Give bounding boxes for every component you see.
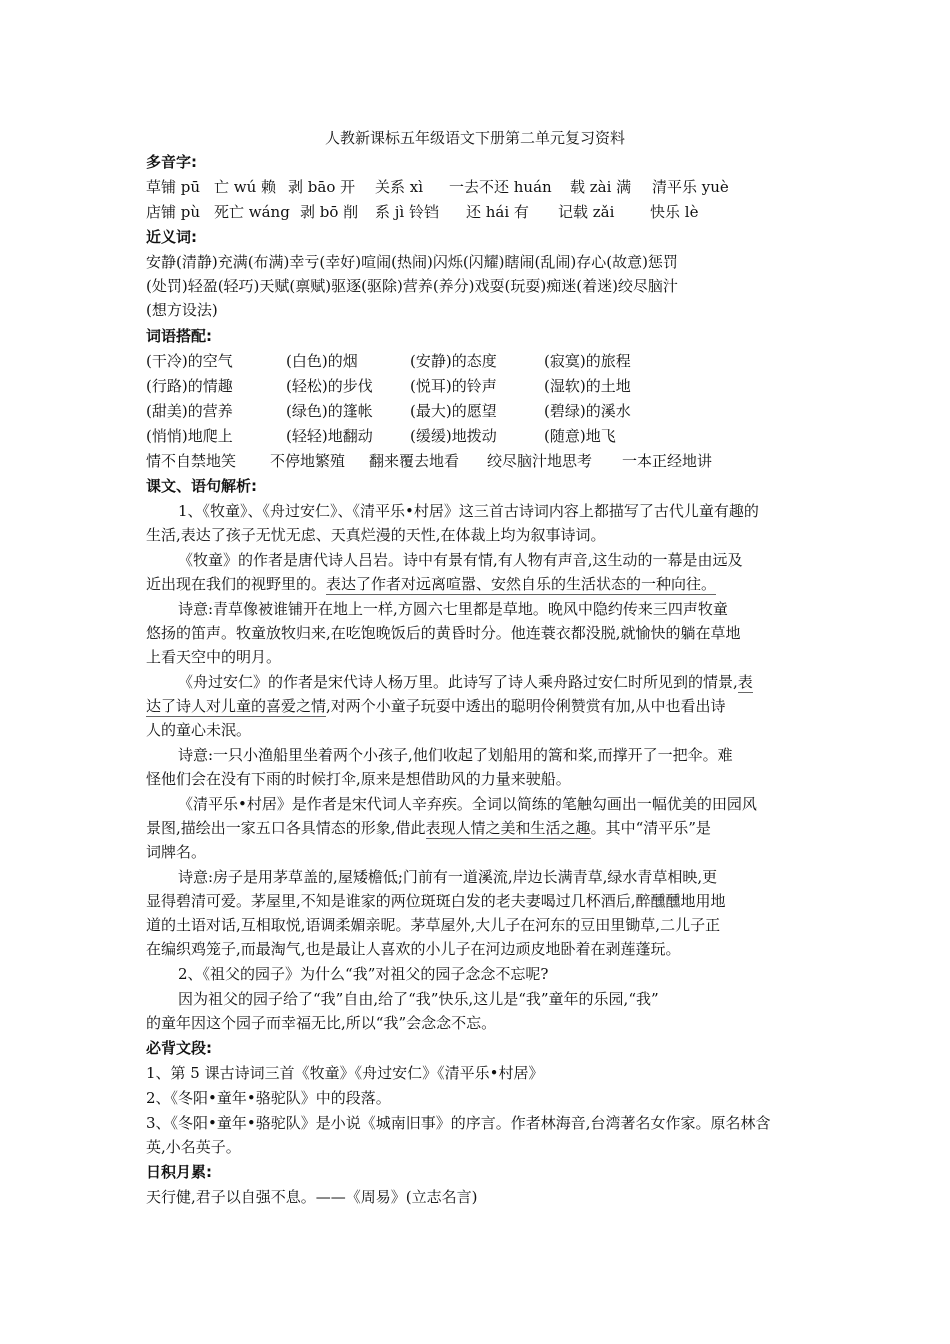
polyphone-item: 剥 bō 削 [300, 203, 359, 221]
recite-line: 英,小名英子。 [146, 1138, 241, 1156]
collocation-extra: 绞尽脑汁地思考 [487, 452, 593, 470]
polyphone-item: 店铺 pù [146, 203, 201, 221]
underlined-text: 表 [738, 673, 753, 693]
polyphone-item: 死亡 wáng [214, 203, 290, 221]
analysis-paragraph-line [146, 817, 816, 839]
collocation-item: (绿色)的篷帐 [286, 402, 373, 420]
analysis-paragraph-line [146, 695, 816, 717]
analysis-paragraph-line: 因为祖父的园子给了“我”自由,给了“我”快乐,这儿是“我”童年的乐园,“我” [178, 990, 659, 1008]
collocation-extra: 一本正经地讲 [622, 452, 713, 470]
analysis-paragraph-line: 道的土语对话,互相取悦,语调柔媚亲昵。茅草屋外,大儿子在河东的豆田里锄草,二儿子正 [146, 916, 721, 934]
analysis-paragraph-line: 诗意:房子是用茅草盖的,屋矮檐低;门前有一道溪流,岸边长满青草,绿水青草相映,更 [178, 868, 718, 886]
collocation-item: (缓缓)地拨动 [410, 427, 497, 445]
collocation-extra: 情不自禁地笑 [146, 452, 237, 470]
collocation-item: (白色)的烟 [286, 352, 358, 370]
text-run: 。其中“清平乐”是 [590, 819, 711, 837]
underlined-text: 达了诗人对儿童的喜爱之情 [146, 697, 326, 717]
daily-heading: 日积月累: [146, 1163, 212, 1181]
analysis-paragraph-line: 上看天空中的明月。 [146, 648, 282, 666]
analysis-paragraph-line: 在编织鸡笼子,而最淘气,也是最让人喜欢的小儿子在河边顽皮地卧着在剥莲蓬玩。 [146, 940, 681, 958]
analysis-paragraph-line [146, 573, 816, 595]
collocation-extra: 不停地繁殖 [270, 452, 346, 470]
collocation-item: (行路)的情趣 [146, 377, 233, 395]
analysis-paragraph-line: 《清平乐•村居》是作者是宋代词人辛弃疾。全词以简练的笔触勾画出一幅优美的田园风 [178, 795, 757, 813]
collocation-item: (随意)地飞 [544, 427, 616, 445]
collocation-item: (干冷)的空气 [146, 352, 233, 370]
recite-line: 1、第 5 课古诗词三首《牧童》《舟过安仁》《清平乐•村居》 [146, 1064, 544, 1082]
recite-heading: 必背文段: [146, 1039, 212, 1057]
text-run: 《舟过安仁》的作者是宋代诗人杨万里。此诗写了诗人乘舟路过安仁时所见到的情景, [178, 673, 738, 691]
polyphone-item: 系 jì 铃铛 [375, 203, 439, 221]
analysis-paragraph-line: 生活,表达了孩子无忧无虑、天真烂漫的天性,在体裁上均为叙事诗词。 [146, 526, 606, 544]
polyphone-item: 关系 xì [375, 178, 424, 196]
analysis-paragraph-line: 诗意:青草像被谁铺开在地上一样,方圆六七里都是草地。晚风中隐约传来三四声牧童 [178, 600, 728, 618]
collocation-item: (甜美)的营养 [146, 402, 233, 420]
collocation-item: (湿软)的土地 [544, 377, 631, 395]
synonyms-line: (处罚)轻盈(轻巧)天赋(禀赋)驱逐(驱除)营养(养分)戏耍(玩耍)痴迷(着迷)绞尽脑汁 [146, 277, 678, 295]
polyphone-item: 清平乐 yuè [652, 178, 729, 196]
text-run: 近出现在我们的视野里的。 [146, 575, 327, 593]
polyphone-item: 剥 bāo 开 [288, 178, 356, 196]
analysis-paragraph-line: 人的童心未泯。 [146, 721, 252, 739]
analysis-paragraph-line: 《牧童》的作者是唐代诗人吕岩。诗中有景有情,有人物有声音,这生动的一幕是由远及 [178, 551, 743, 569]
collocation-item: (悄悄)地爬上 [146, 427, 233, 445]
collocations-heading: 词语搭配: [146, 327, 212, 345]
text-run: 景图,描绘出一家五口各具情态的形象,借此 [146, 819, 426, 837]
analysis-paragraph-line: 显得碧清可爱。茅屋里,不知是谁家的两位斑斑白发的老夫妻喝过几杯酒后,醉醺醺地用地 [146, 892, 726, 910]
collocation-extra: 翻来覆去地看 [369, 452, 460, 470]
analysis-paragraph-line: 1、《牧童》、《舟过安仁》、《清平乐•村居》这三首古诗词内容上都描写了古代儿童有趣的 [178, 502, 759, 520]
page-title: 人教新课标五年级语文下册第二单元复习资料 [324, 129, 625, 147]
recite-line: 2、《冬阳•童年•骆驼队》中的段落。 [146, 1089, 391, 1107]
recite-line: 3、《冬阳•童年•骆驼队》是小说《城南旧事》的序言。作者林海音,台湾著名女作家。原名林含 [146, 1114, 771, 1132]
analysis-question: 2、《祖父的园子》为什么“我”对祖父的园子念念不忘呢? [178, 965, 549, 983]
synonyms-heading: 近义词: [146, 228, 197, 246]
text-run: ,对两个小童子玩耍中透出的聪明伶俐赞赏有加,从中也看出诗 [326, 697, 726, 715]
analysis-heading: 课文、语句解析: [146, 477, 257, 495]
collocation-item: (悦耳)的铃声 [410, 377, 497, 395]
analysis-paragraph-line: 词牌名。 [146, 843, 207, 861]
polyphone-item: 草铺 pū [146, 178, 201, 196]
analysis-paragraph-line: 悠扬的笛声。牧童放牧归来,在吃饱晚饭后的黄昏时分。他连蓑衣都没脱,就愉快的躺在草地 [146, 624, 741, 642]
underlined-text: 表达了作者对远离喧嚣、安然自乐的生活状态的一种向往。 [326, 575, 716, 595]
polyphone-item: 载 zài 满 [570, 178, 632, 196]
polyphone-item: 记载 zǎi [558, 203, 615, 221]
synonyms-line: (想方设法) [146, 301, 218, 319]
synonyms-line: 安静(清静)充满(布满)幸亏(幸好)喧闹(热闹)闪烁(闪耀)瞎闹(乱闹)存心(故意)惩罚 [146, 253, 678, 271]
underlined-text: 表现人情之美和生活之趣 [426, 819, 591, 839]
polyphone-item: 亡 wú 赖 [214, 178, 277, 196]
polyphone-item: 一去不还 huán [449, 178, 552, 196]
collocation-item: (安静)的态度 [410, 352, 497, 370]
analysis-paragraph-line [178, 671, 816, 693]
polyphone-item: 还 hái 有 [466, 203, 529, 221]
analysis-paragraph-line: 怪他们会在没有下雨的时候打伞,原来是想借助风的力量来驶船。 [146, 770, 571, 788]
collocation-item: (轻松)的步伐 [286, 377, 373, 395]
analysis-paragraph-line: 诗意:一只小渔船里坐着两个小孩子,他们收起了划船用的篙和桨,而撑开了一把伞。难 [178, 746, 733, 764]
polyphone-heading: 多音字: [146, 153, 197, 171]
polyphone-item: 快乐 lè [650, 203, 699, 221]
collocation-item: (寂寞)的旅程 [544, 352, 631, 370]
collocation-item: (轻轻)地翻动 [286, 427, 373, 445]
daily-quote: 天行健,君子以自强不息。——《周易》(立志名言) [146, 1188, 478, 1206]
analysis-paragraph-line: 的童年因这个园子而幸福无比,所以“我”会念念不忘。 [146, 1014, 497, 1032]
collocation-item: (碧绿)的溪水 [544, 402, 631, 420]
collocation-item: (最大)的愿望 [410, 402, 497, 420]
